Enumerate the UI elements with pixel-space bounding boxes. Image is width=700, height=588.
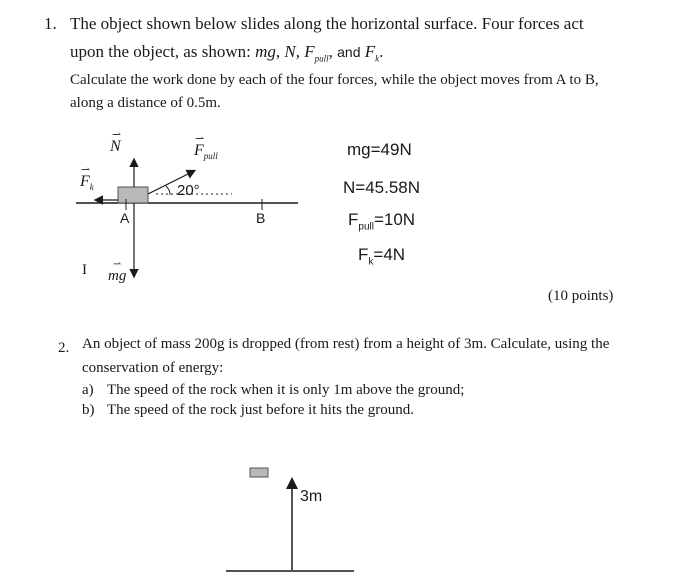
mg-vector-label: ⇀ mg	[108, 259, 127, 284]
q2-a-label: a)	[82, 382, 94, 398]
q1-number: 1.	[44, 14, 57, 33]
mg-symbol: mg	[255, 42, 276, 61]
n-symbol: N	[284, 42, 296, 61]
fpull-sub: pull	[314, 53, 329, 64]
fpull-value: $F_{pull}=10N$	[348, 210, 416, 233]
q1-line4: along a distance of 0.5m.	[70, 95, 221, 111]
rock	[250, 468, 268, 477]
fpull-symbol: F	[304, 42, 315, 61]
q2-b-text: The speed of the rock just before it hits the ground.	[107, 402, 415, 418]
q2-line1: An object of mass 200g is dropped (from rest) from a height of 3m. Calculate, using the	[82, 336, 610, 352]
point-b: B	[256, 210, 266, 226]
angle-label: 20°	[177, 182, 200, 199]
height-label: 3m	[300, 488, 323, 505]
i-mark: I	[82, 262, 87, 278]
q2-b-label: b)	[82, 402, 95, 418]
fk-symbol: F	[364, 42, 376, 61]
block	[118, 187, 148, 203]
points-label: (10 points)	[548, 288, 614, 304]
mg-value: mg=49N	[347, 140, 412, 159]
n-value: N=45.58N	[343, 178, 421, 197]
q1-line2-prefix: upon the object, as shown:	[70, 42, 251, 61]
n-vector-label: ⇀ N	[110, 129, 122, 155]
fk-sub: k	[375, 53, 380, 64]
and-word: and	[337, 44, 361, 60]
fpull-vector-label: ⇀ $F_{pull}$	[194, 133, 218, 162]
fk-value: $F_k=4N$	[358, 245, 406, 268]
q1-line3: Calculate the work done by each of the four forces, while the object moves from A to B,	[70, 72, 599, 88]
q1-line2: upon the object, as shown: mg, N, $F_{pull}$, and $F_k$.	[70, 42, 384, 64]
q1-line1: The object shown below slides along the horizontal surface. Four forces act	[70, 14, 584, 33]
q2-a-text: The speed of the rock when it is only 1m above the ground;	[107, 382, 465, 398]
q2-line2: conservation of energy:	[82, 360, 224, 376]
point-a: A	[120, 210, 130, 226]
q2-number: 2.	[58, 340, 70, 356]
fk-vector-label: ⇀ $F_k$	[80, 164, 94, 193]
